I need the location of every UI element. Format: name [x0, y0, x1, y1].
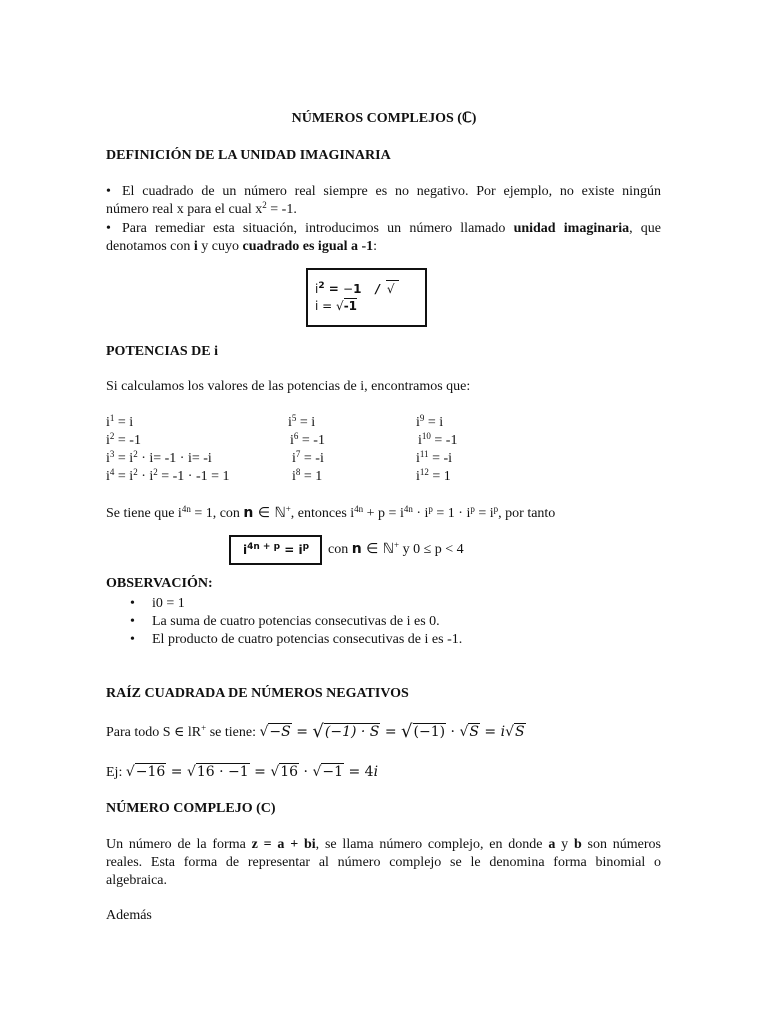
- value: = -1: [430, 433, 458, 448]
- bold-b: b: [573, 837, 582, 852]
- radical-icon: √: [312, 721, 324, 742]
- ademas-text: Además: [106, 908, 152, 923]
- complejo-line-3: algebraica.: [106, 873, 168, 888]
- exp: 12: [419, 467, 429, 477]
- observacion-heading: OBSERVACIÓN:: [106, 576, 213, 591]
- imag-i: i: [500, 724, 506, 740]
- box-eq-2: =: [318, 299, 337, 313]
- section-heading-raiz: RAÍZ CUADRADA DE NÚMEROS NEGATIVOS: [106, 686, 409, 701]
- exp: 7: [295, 449, 301, 459]
- ej-label: Ej:: [106, 765, 126, 780]
- value: = i: [114, 415, 134, 430]
- equals: =: [166, 764, 187, 780]
- radicand: −S: [269, 724, 291, 740]
- box-i-2: i: [315, 299, 319, 313]
- exp: +: [285, 504, 291, 514]
- bold-i: i: [193, 239, 198, 254]
- text: y: [555, 837, 574, 852]
- radical-icon: [386, 280, 399, 297]
- box-minus: −: [343, 282, 354, 296]
- section-heading-numero-complejo: NÚMERO COMPLEJO (C): [106, 801, 276, 816]
- list-item: • El producto de cuatro potencias consecutivas de i es -1.: [128, 631, 462, 649]
- box-line-2: [315, 298, 425, 314]
- base-i: i: [106, 451, 110, 466]
- text: con: [328, 542, 352, 557]
- value: · i= -1 · i= -i: [137, 451, 212, 466]
- radical-icon: √: [336, 299, 344, 313]
- box-eq: =: [324, 282, 344, 296]
- box-sup: 2: [318, 281, 325, 291]
- power-row: [292, 450, 324, 468]
- value: = -1 · -1 = 1: [157, 469, 230, 484]
- radicand: S: [469, 724, 479, 740]
- text: , se llama número complejo, en donde: [315, 837, 549, 852]
- exp: p: [493, 504, 499, 514]
- exp: 4: [109, 467, 115, 477]
- definition-box: [306, 268, 427, 327]
- value: = 1: [428, 469, 451, 484]
- text: = i: [474, 506, 494, 521]
- radical-icon: √: [312, 764, 322, 780]
- exp: +: [201, 723, 207, 733]
- radical-icon: √: [401, 721, 413, 742]
- radical-icon: √: [459, 724, 469, 740]
- equals: =: [344, 764, 365, 780]
- naturals-symbol: ∈ ℕ: [361, 541, 394, 557]
- equals: =: [479, 724, 501, 740]
- exp: 2: [133, 467, 138, 477]
- complejo-line-1: [106, 836, 661, 854]
- radicand: (−1) · S: [324, 724, 380, 740]
- observacion-list: [128, 595, 462, 649]
- list-item: • La suma de cuatro potencias consecutivas de i es 0.: [128, 613, 462, 631]
- power-row: [106, 414, 133, 432]
- value: = -1: [298, 433, 325, 448]
- formula: [259, 721, 526, 742]
- power-row: [106, 432, 141, 450]
- value: = 1: [300, 469, 323, 484]
- section-heading-definicion: DEFINICIÓN DE LA UNIDAD IMAGINARIA: [106, 148, 391, 163]
- base-i: i: [106, 469, 110, 484]
- list-item: • i0 = 1: [128, 595, 462, 613]
- complejo-line-2: reales. Esta forma de representar al número complejo se le denomina forma binomial o: [106, 855, 661, 870]
- exp: 6: [293, 431, 299, 441]
- se-tiene-line: [106, 504, 555, 523]
- document-title: NÚMEROS COMPLEJOS (ℂ): [291, 111, 477, 126]
- bullet-2-text-b: , que: [629, 221, 661, 236]
- exp: 1: [109, 413, 115, 423]
- bullet-2-text: Para remediar esta situación, introducimos un número llamado: [122, 221, 514, 236]
- value: = i: [424, 415, 444, 430]
- box-i: i: [243, 543, 248, 557]
- exp: 8: [295, 467, 301, 477]
- dot: ·: [446, 724, 460, 740]
- power-row: [292, 468, 322, 486]
- box-one: 1: [353, 282, 362, 296]
- base-i: i: [288, 415, 292, 430]
- bold-binomial-form: z = a + bi: [251, 837, 316, 852]
- text: Se tiene que i: [106, 506, 182, 521]
- ejemplo-line: [106, 763, 378, 782]
- text: , entonces i: [290, 506, 355, 521]
- section-heading-potencias: POTENCIAS DE i: [106, 344, 219, 359]
- text: Para todo S ∈ lR: [106, 725, 202, 740]
- base-i: i: [292, 451, 296, 466]
- exp: 4n: [403, 504, 413, 514]
- radical-icon: √: [270, 764, 280, 780]
- text: Un número de la forma: [106, 837, 252, 852]
- naturals-symbol: ∈ ℕ: [253, 505, 286, 521]
- power-row: [106, 468, 230, 486]
- value: = i: [114, 451, 134, 466]
- radical-icon: √: [259, 724, 269, 740]
- equals: =: [380, 724, 402, 740]
- bullet-1-text-2: número real x para el cual x: [106, 202, 263, 217]
- radicand: 16: [280, 764, 299, 780]
- power-row: [288, 414, 315, 432]
- exp: 2: [133, 449, 138, 459]
- base-i: i: [416, 451, 420, 466]
- bullet-1-text-3: = -1.: [266, 202, 297, 217]
- box-eq: = i: [280, 543, 303, 557]
- radicand: S: [515, 724, 525, 740]
- radical-sign: √: [386, 282, 395, 296]
- box-i: i: [315, 282, 319, 296]
- power-row: [418, 432, 457, 450]
- value: = -i: [300, 451, 324, 466]
- text: , por tanto: [498, 506, 556, 521]
- exp: p: [470, 504, 475, 514]
- bullet-marker: •: [106, 184, 111, 199]
- exp: 2: [109, 431, 115, 441]
- box-neg-one: -1: [343, 299, 358, 313]
- formula: [126, 764, 378, 780]
- condition-text: [328, 540, 464, 559]
- exp: 3: [109, 449, 115, 459]
- radicand: −16: [135, 764, 166, 780]
- text: son números: [581, 837, 661, 852]
- base-i: i: [106, 433, 110, 448]
- potencias-intro: Si calculamos los valores de las potencias de i, encontramos que:: [106, 379, 471, 394]
- power-row: [290, 432, 325, 450]
- bullet-marker: •: [106, 221, 111, 236]
- coef: 4: [364, 764, 374, 780]
- base-i: i: [418, 433, 422, 448]
- text: = 1, con: [190, 506, 244, 521]
- value: · i: [137, 469, 154, 484]
- bullet-2-text-c: denotamos con: [106, 239, 194, 254]
- bold-n: n: [351, 541, 362, 557]
- equals: =: [249, 764, 271, 780]
- exp: 10: [421, 431, 431, 441]
- power-row: [416, 468, 451, 486]
- exp: 9: [419, 413, 425, 423]
- equals: =: [291, 724, 313, 740]
- bold-n: n: [243, 505, 254, 521]
- exp: 11: [419, 449, 429, 459]
- superscript: 2: [262, 200, 267, 210]
- value: = i: [296, 415, 316, 430]
- text: + p = i: [363, 506, 404, 521]
- radicand: −1: [322, 764, 343, 780]
- bullet-1-line-1: [106, 183, 661, 201]
- bold-a: a: [548, 837, 556, 852]
- bullet-2-line-2: [106, 238, 661, 256]
- power-row: [416, 450, 452, 468]
- bullet-1-text: El cuadrado de un número real siempre es no negativo. Por ejemplo, no existe ningún: [122, 184, 661, 199]
- base-i: i: [416, 469, 420, 484]
- exp: 4n + p: [247, 542, 281, 552]
- text: se tiene:: [206, 725, 260, 740]
- bullet-2-text-e: :: [373, 239, 378, 254]
- radicand: (−1): [413, 724, 446, 740]
- text: y 0 ≤ p < 4: [399, 542, 464, 557]
- text: · i: [412, 506, 429, 521]
- value: = -1: [114, 433, 141, 448]
- imag-i: i: [373, 764, 379, 780]
- bullet-2-line-1: [106, 220, 661, 238]
- base-i: i: [290, 433, 294, 448]
- bullet-1-line-2: [106, 201, 661, 219]
- dot: ·: [299, 764, 313, 780]
- exp: p: [428, 504, 433, 514]
- bullet-2-text-d: y cuyo: [197, 239, 243, 254]
- radicand: 16 · −1: [196, 764, 249, 780]
- box-slash: /: [375, 282, 380, 296]
- power-row: [106, 450, 212, 468]
- bold-term-unidad-imaginaria: unidad imaginaria: [513, 221, 630, 236]
- exp: 2: [153, 467, 158, 477]
- text: = 1 · i: [432, 506, 471, 521]
- power-identity-box: [229, 535, 322, 565]
- radical-icon: √: [125, 764, 135, 780]
- bold-cuadrado: cuadrado es igual a -1: [242, 239, 374, 254]
- exp: 5: [291, 413, 297, 423]
- exp: 4n: [354, 504, 364, 514]
- box-line-1: [315, 280, 425, 296]
- radical-icon: √: [186, 764, 196, 780]
- exp: +: [394, 540, 400, 550]
- base-i: i: [106, 415, 110, 430]
- exp: 4n: [181, 504, 191, 514]
- value: = i: [114, 469, 134, 484]
- base-i: i: [416, 415, 420, 430]
- exp: p: [302, 542, 310, 552]
- raiz-formula-line: [106, 723, 526, 742]
- power-row: [416, 414, 443, 432]
- base-i: i: [292, 469, 296, 484]
- value: = -i: [428, 451, 453, 466]
- radical-icon: √: [505, 724, 514, 740]
